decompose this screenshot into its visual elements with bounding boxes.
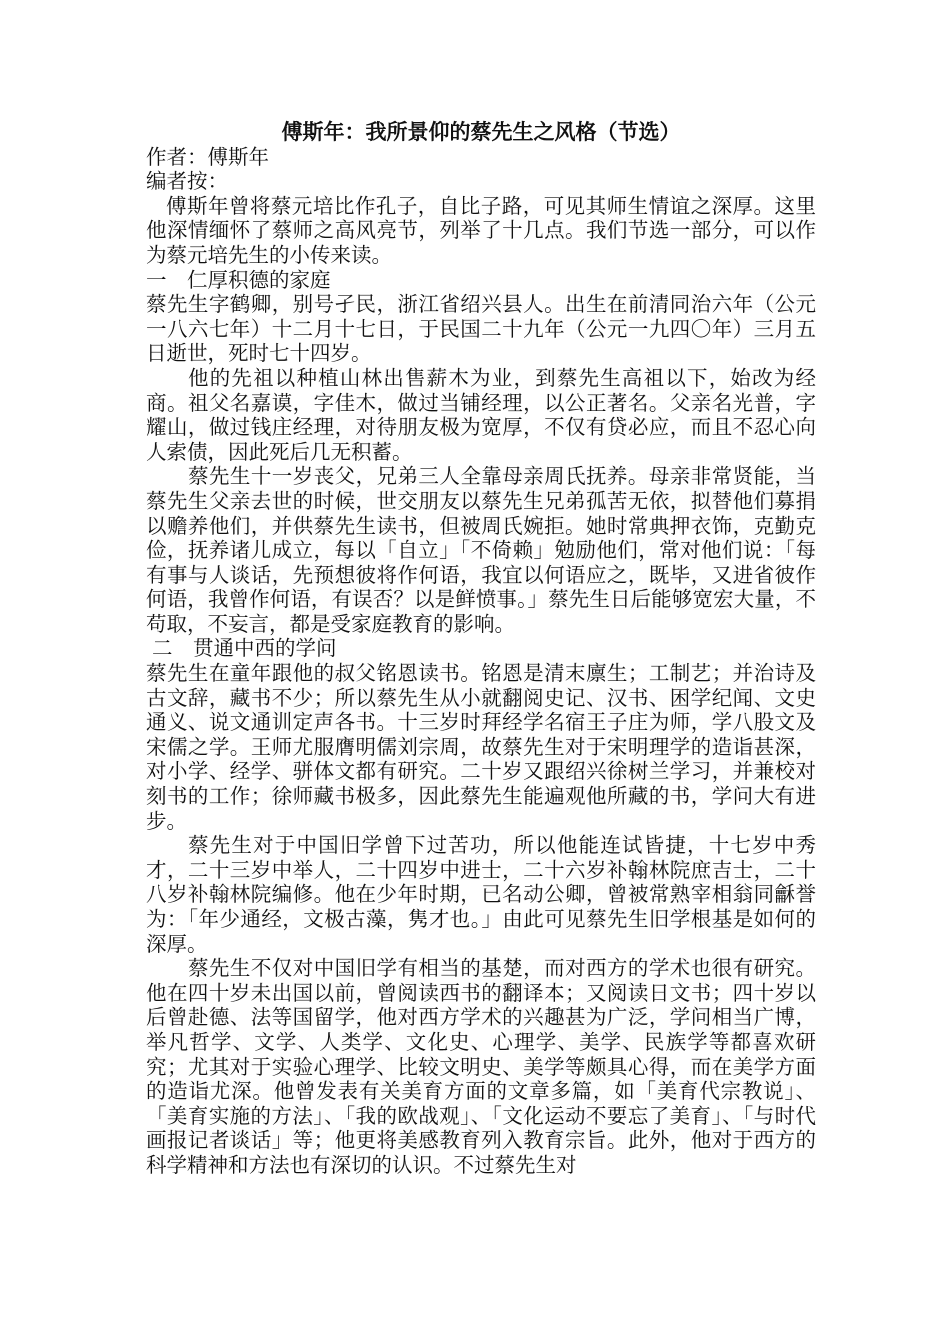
section-1-paragraph-3: 蔡先生十一岁丧父，兄弟三人全靠母亲周氏抚养。母亲非常贤能，当蔡先生父亲去世的时候，世交朋友以蔡先生兄弟孤苦无依，拟替他们募捐以赡养他们，并供蔡先生读书，但被周氏婉拒。她时常典押衣饰，克勤克俭，抚养诸儿成立，每以「自立」「不倚赖」勉励他们，常对他们说：「每有事与人谈话，先预想彼将作何语，我宜以何语应之，既毕，又进省彼作何语，我曾作何语，有误否？以是鲜愤事。」蔡先生日后能够宽宏大量，不苟取，不妄言，都是受家庭教育的影响。: [146, 464, 816, 636]
author-line: 作者：傅斯年: [146, 144, 269, 169]
section-heading-2: 二 贯通中西的学问: [152, 636, 337, 661]
section-2-paragraph-1: 蔡先生在童年跟他的叔父铭恩读书。铭恩是清末廪生；工制艺；并治诗及古文辞，藏书不少；所以蔡先生从小就翻阅史记、汉书、困学纪闻、文史通义、说文通训定声各书。十三岁时拜经学名宿王子庄为师，学八股文及宋儒之学。王师尤服膺明儒刘宗周，故蔡先生对于宋明理学的造诣甚深，对小学、经学、骈体文都有研究。二十岁又跟绍兴徐树兰学习，并兼校对刻书的工作；徐师藏书极多，因此蔡先生能遍观他所藏的书，学问大有进步。: [146, 661, 816, 833]
section-1-paragraph-1: 蔡先生字鹤卿，别号孑民，浙江省绍兴县人。出生在前清同治六年（公元一八六七年）十二月十七日，于民国二十九年（公元一九四〇年）三月五日逝世，死时七十四岁。: [146, 292, 816, 366]
section-1-paragraph-2: 他的先祖以种植山林出售薪木为业，到蔡先生高祖以下，始改为经商。祖父名嘉谟，字佳木，做过当铺经理，以公正著名。父亲名光普，字耀山，做过钱庄经理，对待朋友极为宽厚，不仅有贷必应，而且不忍心向人索债，因此死后几无积蓄。: [146, 365, 816, 464]
section-2-paragraph-3: 蔡先生不仅对中国旧学有相当的基楚，而对西方的学术也很有研究。他在四十岁未出国以前，曾阅读西书的翻译本；又阅读日文书；四十岁以后曾赴德、法等国留学，他对西方学术的兴趣甚为广泛，学问相当广博，举凡哲学、文学、人类学、文化史、心理学、美学、民族学等都喜欢研究；尤其对于实验心理学、比较文明史、美学等颇具心得，而在美学方面的造诣尤深。他曾发表有关美育方面的文章多篇，如「美育代宗教说」、「美育实施的方法」、「我的欧战观」、「文化运动不要忘了美育」、「与时代画报记者谈话」等；他更将美感教育列入教育宗旨。此外，他对于西方的科学精神和方法也有深切的认识。不过蔡先生对: [146, 956, 816, 1177]
section-2-paragraph-2: 蔡先生对于中国旧学曾下过苦功，所以他能连试皆捷，十七岁中秀才，二十三岁中举人，二十四岁中进士，二十六岁补翰林院庶吉士，二十八岁补翰林院编修。他在少年时期，已名动公卿，曾被常熟宰相翁同龢誉为：「年少通经，文极古藻，隽才也。」由此可见蔡先生旧学根基是如何的深厚。: [146, 833, 816, 956]
document-title: 傅斯年：我所景仰的蔡先生之风格（节选）: [281, 119, 681, 144]
section-heading-1: 一 仁厚积德的家庭: [146, 267, 331, 292]
editor-note-text: 傅斯年曾将蔡元培比作孔子，自比子路，可见其师生情谊之深厚。这里他深情缅怀了蔡师之高风亮节，列举了十几点。我们节选一部分，可以作为蔡元培先生的小传来读。: [146, 193, 816, 267]
editor-note-label: 编者按：: [146, 169, 228, 194]
document-page: [146, 120, 816, 1178]
